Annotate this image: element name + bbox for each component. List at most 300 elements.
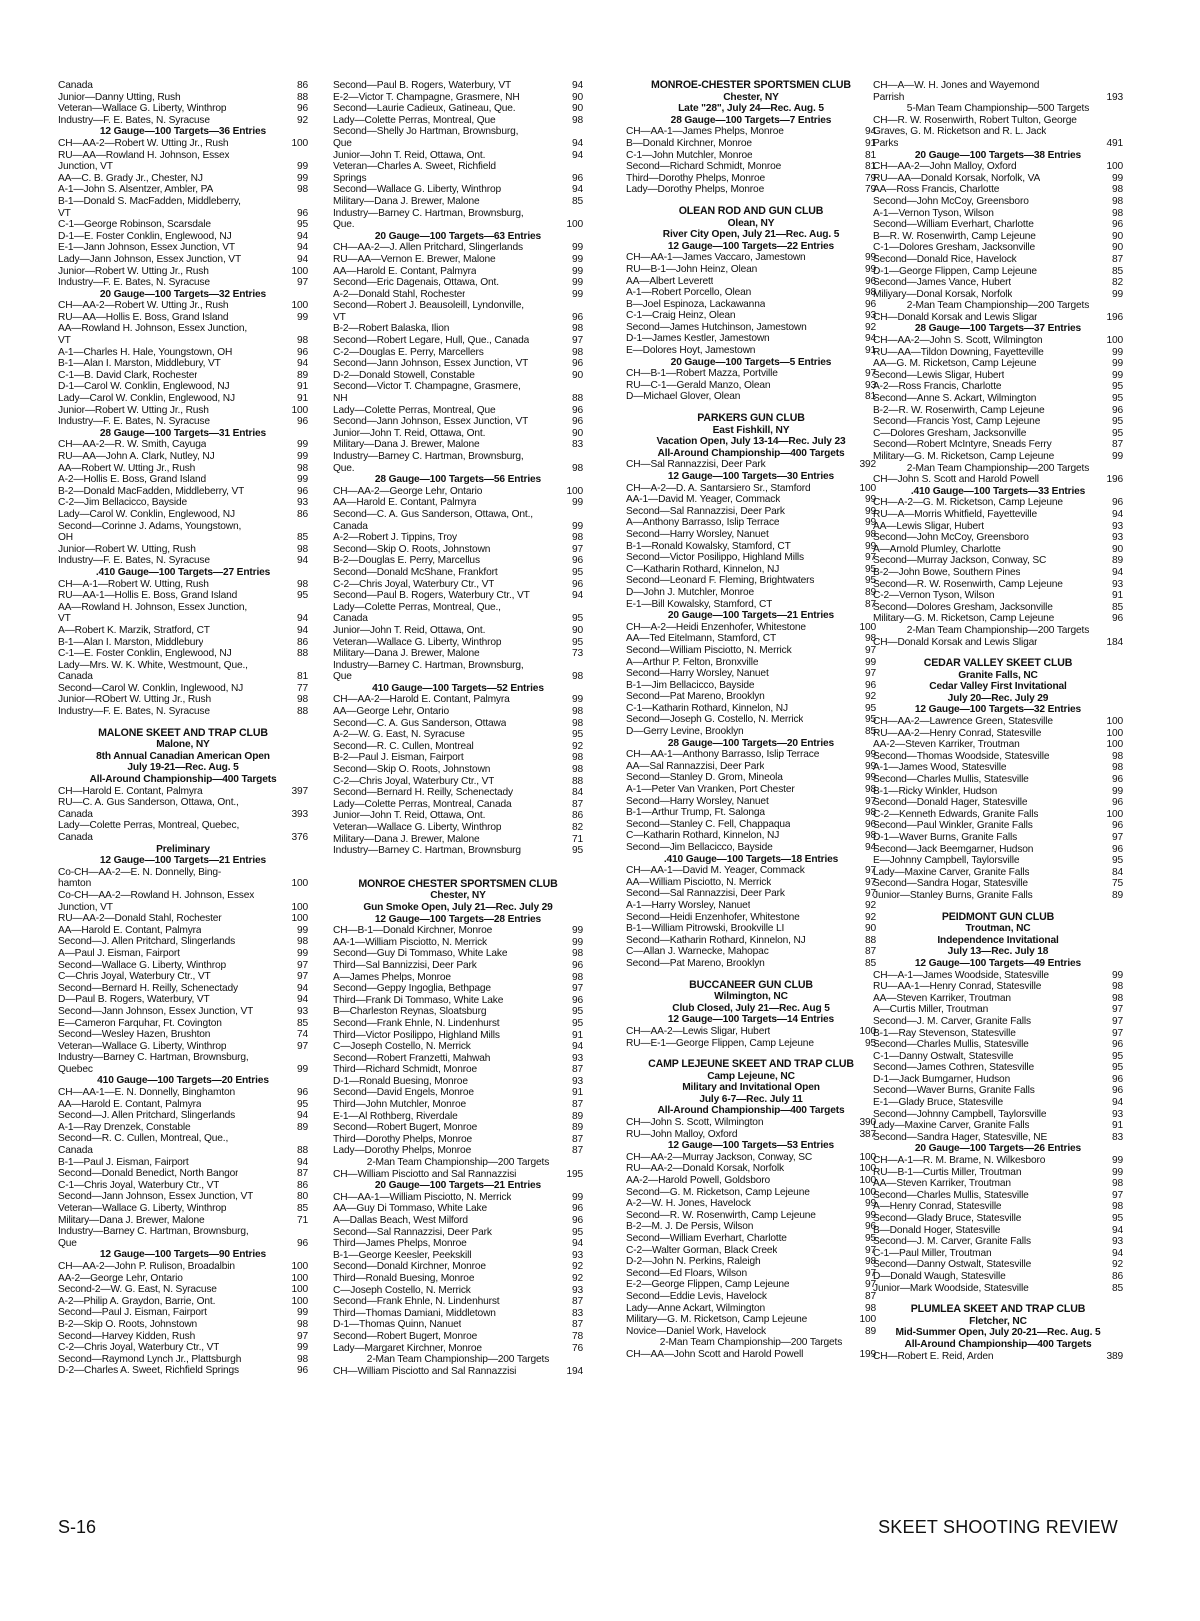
spacer: [333, 857, 583, 869]
result-score: 100: [1106, 716, 1123, 728]
result-score: 100: [291, 137, 308, 149]
result-score: 99: [571, 1191, 583, 1203]
result-row: [873, 844, 1123, 856]
result-score: 86: [1111, 1270, 1123, 1282]
result-score: 96: [864, 298, 876, 310]
result-name: B-1—Paul J. Eisman, Fairport: [58, 1156, 189, 1168]
result-name: AA—Steven Karriker, Troutman: [873, 992, 1011, 1004]
result-name: Second—Geppy Ingoglia, Bethpage: [333, 983, 491, 995]
result-row: [333, 532, 583, 544]
result-score: 98: [571, 323, 583, 335]
result-row: [626, 506, 876, 518]
result-row: [333, 960, 583, 972]
result-name: CH—AA-2—Robert W. Utting Jr., Rush: [58, 300, 229, 312]
club-location: Wilmington, NC: [714, 991, 788, 1003]
result-name: Military—G. M. Ricketson, Camp Lejeune: [626, 1314, 808, 1326]
result-name: A-1—Charles H. Hale, Youngstown, OH: [58, 346, 233, 358]
result-score: 95: [1111, 381, 1123, 393]
result-row: [873, 173, 1123, 185]
result-row: [58, 971, 308, 983]
result-score: 96: [1111, 774, 1123, 786]
column-2: [333, 80, 583, 1377]
result-row: [333, 764, 583, 776]
result-row: [58, 1018, 308, 1030]
result-score: 100: [291, 1295, 308, 1307]
result-score: 81: [864, 391, 876, 403]
result-name: D-2—Donald Stowell, Constable: [333, 369, 475, 381]
result-row: [626, 1038, 876, 1050]
result-row: [626, 299, 876, 311]
result-name: Second—Paul Winkler, Granite Falls: [873, 820, 1033, 832]
result-name: Junction, VT: [58, 901, 113, 913]
result-row: [333, 242, 583, 254]
result-score: 98: [864, 528, 876, 540]
result-row: [58, 797, 308, 809]
result-name: Second—Murray Jackson, Conway, SC: [873, 555, 1047, 567]
result-row: [333, 1366, 583, 1378]
result-row: [333, 161, 583, 173]
result-score: 93: [296, 1005, 308, 1017]
result-name: Second—Donald Kirchner, Monroe: [333, 1261, 486, 1273]
result-score: 90: [1111, 242, 1123, 254]
result-score: 87: [571, 1133, 583, 1145]
result-name: B—Joel Espinoza, Lackawanna: [626, 298, 766, 310]
result-name: CH—AA-2—John P. Rulison, Broadalbin: [58, 1260, 235, 1272]
result-row: [58, 786, 308, 798]
result-score: 99: [296, 1342, 308, 1354]
result-name: B—Donald Kirchner, Monroe: [626, 137, 752, 149]
result-score: 90: [1111, 230, 1123, 242]
result-score: 95: [296, 219, 308, 231]
result-score: 397: [291, 785, 308, 797]
result-name: C—Allan J. Warnecke, Mahopac: [626, 946, 769, 958]
result-row: [333, 983, 583, 995]
result-score: 95: [864, 563, 876, 575]
result-name: A—James Phelps, Monroe: [333, 971, 451, 983]
result-row: [58, 809, 308, 821]
result-name: C-1—Craig Heinz, Olean: [626, 310, 736, 322]
result-score: 82: [1111, 277, 1123, 289]
result-score: 94: [571, 149, 583, 161]
result-row: [873, 1074, 1123, 1086]
result-name: B-2—Douglas E. Perry, Marcellus: [333, 555, 480, 567]
result-score: 193: [1106, 91, 1123, 103]
result-score: 97: [864, 876, 876, 888]
result-name: A-2—Robert J. Tippins, Troy: [333, 532, 457, 544]
result-name: Industry—F. E. Bates, N. Syracuse: [58, 706, 210, 718]
result-name: Second—Eric Dagenais, Ottawa, Ont.: [333, 277, 499, 289]
result-name: A-2—W. H. Jones, Havelock: [626, 1198, 751, 1210]
result-row: [333, 741, 583, 753]
result-row: [333, 358, 583, 370]
result-score: 87: [1111, 439, 1123, 451]
result-name: Second—R. W. Rosenwirth, Camp Lejeune: [873, 578, 1063, 590]
result-row: [333, 312, 583, 324]
result-name: B-1—William Pitrowski, Brookville LI: [626, 923, 785, 935]
result-score: 90: [571, 103, 583, 115]
result-row: [626, 541, 876, 553]
result-name: Third—James Phelps, Monroe: [333, 1238, 467, 1250]
club-location: Malone, NY: [156, 739, 210, 751]
event-subheading: All-Around Championship—400 Targets: [657, 1105, 845, 1117]
result-name: Second—Jann Johnson, Essex Junction, VT: [58, 1191, 254, 1203]
result-name: Second—Robert J. Beausoleill, Lyndonville,: [333, 300, 524, 312]
event-subheading: July 13—Rec. July 18: [947, 946, 1049, 958]
event-subheading: 20 Gauge—100 Targets—5 Entries: [670, 356, 832, 368]
result-row: [333, 625, 583, 637]
result-row: [333, 1273, 583, 1285]
club-name: CEDAR VALLEY SKEET CLUB: [923, 657, 1073, 670]
result-row: [58, 219, 308, 231]
result-score: 96: [1111, 1085, 1123, 1097]
result-name: Co-CH—AA-2—Rowland H. Johnson, Essex: [58, 889, 255, 901]
result-name: AA-2—Harold Powell, Goldsboro: [626, 1175, 771, 1187]
result-score: [304, 521, 308, 533]
event-subheading: All-Around Championship—400 Targets: [89, 774, 277, 786]
result-name: CH—Robert E. Reid, Arden: [873, 1350, 994, 1362]
result-row: [58, 254, 308, 266]
event-subheading: Preliminary: [156, 843, 210, 855]
result-row: [333, 1261, 583, 1273]
event-subheading: 12 Gauge—100 Targets—30 Entries: [667, 471, 835, 482]
result-score: 87: [864, 1290, 876, 1302]
result-score: 89: [864, 586, 876, 598]
result-row: [333, 1099, 583, 1111]
result-name: Second—Jann Johnson, Essex Junction, VT: [58, 1005, 254, 1017]
result-row: [58, 474, 308, 486]
result-score: 91: [296, 381, 308, 393]
result-score: 94: [864, 333, 876, 345]
result-name: Third—Dorothy Phelps, Monroe: [626, 172, 766, 184]
result-score: 95: [864, 1233, 876, 1244]
team-event-heading: 2-Man Team Championship—200 Targets: [906, 624, 1090, 636]
result-score: 95: [571, 1226, 583, 1238]
result-row: [873, 1120, 1123, 1132]
result-row: [626, 517, 876, 529]
event-subheading: Vacation Open, July 13-14—Rec. July 23: [656, 436, 846, 448]
result-row: [333, 381, 583, 393]
result-row: [626, 761, 876, 773]
result-score: [304, 1052, 308, 1064]
result-name: Canada: [58, 832, 93, 843]
result-row: [873, 405, 1123, 417]
result-name: Lady—Maxine Carver, Granite Falls: [873, 1120, 1030, 1132]
result-score: 99: [1111, 785, 1123, 797]
result-name: B—Donald Hoger, Statesville: [873, 1224, 1001, 1236]
result-score: 98: [864, 784, 876, 796]
result-name: Second—Francis Yost, Camp Lejeune: [873, 416, 1041, 428]
result-row: [873, 797, 1123, 809]
result-row: [58, 196, 308, 208]
result-name: B-1—Ricky Winkler, Hudson: [873, 785, 998, 797]
result-name: RU—E-1—George Flippen, Camp Lejeune: [626, 1037, 814, 1049]
result-score: 88: [296, 1145, 308, 1157]
result-score: 97: [864, 795, 876, 807]
result-row: [873, 1085, 1123, 1097]
result-score: 96: [1111, 1073, 1123, 1085]
event-subheading: Cedar Valley First Invitational: [929, 681, 1067, 693]
result-name: E-1—Jann Johnson, Essex Junction, VT: [58, 242, 235, 254]
result-score: 87: [571, 1296, 583, 1308]
result-score: 90: [571, 427, 583, 439]
result-score: 99: [296, 439, 308, 451]
result-row: [873, 739, 1123, 751]
result-score: 92: [864, 911, 876, 923]
event-subheading: .410 Gauge—100 Targets—33 Entries: [910, 485, 1086, 497]
result-name: D-2—Charles A. Sweet, Richfield Springs: [58, 1365, 239, 1377]
club-heading: [873, 912, 1123, 935]
result-score: 77: [296, 682, 308, 694]
result-name: B—R. W. Rosenwirth, Camp Lejeune: [873, 230, 1036, 242]
club-heading: [626, 206, 876, 229]
result-score: 97: [864, 1279, 876, 1291]
result-name: A—Paul J. Eisman, Fairport: [58, 947, 180, 959]
result-name: CH—AA-1—E. N. Donnelly, Binghamton: [58, 1087, 236, 1099]
result-score: 95: [571, 1017, 583, 1029]
result-score: 99: [864, 760, 876, 772]
result-score: 99: [296, 947, 308, 959]
result-name: Second—Wallace G. Liberty, Winthrop: [333, 184, 502, 196]
result-name: CH—AA-1—David M. Yeager, Commack: [626, 865, 805, 877]
result-name: Junior—RObert W. Utting Jr., Rush: [58, 694, 212, 706]
result-name: Lady—Colette Perras, Montreal, Que: [333, 114, 496, 126]
event-subheading: 12 Gauge—100 Targets—22 Entries: [667, 240, 835, 252]
result-row: [873, 774, 1123, 786]
result-name: Second—William Everhart, Charlotte: [873, 219, 1034, 231]
result-row: [873, 312, 1123, 324]
result-score: 100: [859, 1314, 876, 1326]
result-row: [626, 784, 876, 796]
result-name: Parrish: [873, 91, 905, 103]
result-name: Second—C. A. Gus Sanderson, Ottawa, Ont.,: [333, 508, 533, 520]
result-score: 96: [571, 172, 583, 184]
result-score: 95: [296, 590, 308, 602]
result-name: AA—George Lehr, Ontario: [333, 706, 450, 718]
result-row: [58, 902, 308, 914]
result-score: 100: [291, 404, 308, 416]
result-row: [873, 579, 1123, 591]
result-score: [304, 660, 308, 672]
result-row: [58, 706, 308, 718]
result-name: Second—Victor T. Champagne, Grasmere,: [333, 381, 521, 393]
result-name: A-2—W. G. East, N. Syracuse: [333, 729, 465, 741]
result-row: [58, 1226, 308, 1238]
club-location: Fletcher, NC: [969, 1315, 1027, 1327]
result-row: [333, 335, 583, 347]
result-score: 100: [1106, 727, 1123, 739]
result-score: 99: [571, 253, 583, 265]
event-subheading: 12 Gauge—100 Targets—90 Entries: [99, 1249, 267, 1261]
result-name: D-2—John N. Perkins, Raleigh: [626, 1256, 761, 1268]
result-name: Second—Charles Mullis, Statesville: [873, 1189, 1029, 1201]
club-heading: [58, 728, 308, 751]
result-name: D—Gerry Levine, Brooklyn: [626, 726, 744, 738]
result-row: [873, 1062, 1123, 1074]
result-name: Second—Donald McShane, Frankfort: [333, 566, 498, 578]
result-score: 99: [296, 161, 308, 173]
result-name: AA-1—William Pisciotto, N. Merrick: [333, 936, 487, 948]
result-score: 88: [296, 648, 308, 660]
result-row: [58, 648, 308, 660]
result-row: [58, 335, 308, 347]
result-row: [333, 822, 583, 834]
result-score: 93: [571, 1249, 583, 1261]
result-score: 96: [864, 1221, 876, 1233]
event-subheading: 12 Gauge—100 Targets—36 Entries: [99, 126, 267, 138]
result-score: 96: [296, 346, 308, 358]
club-name: PARKERS GUN CLUB: [697, 412, 805, 425]
result-name: Second—Paul B. Rogers, Waterbury, VT: [333, 80, 512, 91]
result-name: B-1—George Keesler, Peekskill: [333, 1249, 472, 1261]
result-score: 99: [296, 311, 308, 323]
result-row: [626, 380, 876, 392]
result-score: 98: [571, 532, 583, 544]
result-score: 98: [571, 114, 583, 126]
result-row: [333, 428, 583, 440]
result-score: 98: [296, 1353, 308, 1365]
result-row: [873, 428, 1123, 440]
result-row: [333, 497, 583, 509]
result-name: C—Katharin Rothard, Kinnelon, NJ: [626, 563, 780, 575]
result-row: [873, 1351, 1123, 1363]
result-row: [873, 196, 1123, 208]
result-score: 96: [1111, 404, 1123, 416]
result-name: AA—C. B. Grady Jr., Chester, NJ: [58, 172, 203, 184]
result-score: 99: [864, 517, 876, 529]
result-name: Second—C. A. Gus Sanderson, Ottawa: [333, 717, 507, 729]
result-score: 99: [296, 1307, 308, 1319]
result-name: AA—Ted Eitelmann, Stamford, CT: [626, 633, 777, 645]
result-score: 92: [1111, 1259, 1123, 1271]
result-score: 95: [1111, 1213, 1123, 1224]
result-score: 90: [571, 624, 583, 636]
result-row: [626, 935, 876, 947]
result-score: 99: [571, 520, 583, 532]
result-name: CH—AA-2—John Malloy, Oxford: [873, 161, 1017, 173]
result-row: [333, 208, 583, 220]
result-score: 85: [296, 1017, 308, 1029]
result-name: Second—Pat Mareno, Brooklyn: [626, 957, 765, 969]
result-name: Lady—Colette Perras, Montreal, Quebec,: [58, 820, 240, 832]
event-subheading: All-Around Championship—400 Targets: [904, 1338, 1092, 1350]
result-score: 88: [571, 775, 583, 787]
result-row: [333, 729, 583, 741]
result-row: [333, 347, 583, 359]
result-row: [333, 1053, 583, 1065]
result-row: [873, 855, 1123, 867]
result-score: 93: [1111, 578, 1123, 590]
result-score: 84: [571, 787, 583, 799]
result-score: 100: [291, 913, 308, 925]
event-subheading: 20 Gauge—100 Targets—63 Entries: [374, 230, 542, 242]
result-row: [873, 993, 1123, 1005]
result-row: [873, 809, 1123, 821]
result-row: [626, 946, 876, 958]
result-score: 98: [296, 335, 308, 347]
result-score: 96: [1111, 843, 1123, 855]
result-row: [626, 345, 876, 357]
result-name: CH—AA-1—James Phelps, Monroe: [626, 126, 784, 138]
result-score: 89: [296, 1121, 308, 1133]
result-name: C-1—Danny Ostwalt, Statesville: [873, 1050, 1014, 1062]
result-score: 194: [566, 1365, 583, 1377]
result-name: CH—AA-2—John S. Scott, Wilmington: [873, 335, 1043, 347]
result-score: 99: [1111, 346, 1123, 358]
result-score: 392: [859, 459, 876, 471]
result-row: [58, 983, 308, 995]
result-name: A-1—Ray Drenzek, Constable: [58, 1121, 191, 1133]
result-score: 94: [296, 613, 308, 625]
result-name: Second—Sal Rannazzisi, Deer Park: [626, 888, 785, 900]
result-name: CH—R. W. Rosenwirth, Robert Tulton, George: [873, 114, 1077, 126]
result-score: 94: [296, 555, 308, 567]
result-row: [626, 575, 876, 587]
result-name: A-1—Vernon Tyson, Wilson: [873, 207, 994, 219]
result-score: 98: [1111, 1201, 1123, 1213]
result-row: [333, 810, 583, 822]
result-row: [58, 1110, 308, 1122]
result-score: 94: [296, 982, 308, 994]
result-score: 93: [571, 1284, 583, 1296]
result-row: [58, 1064, 308, 1076]
result-score: 97: [571, 543, 583, 555]
result-name: Lady—Carol W. Conklin, Englewood, NJ: [58, 393, 235, 405]
result-score: 96: [571, 959, 583, 971]
result-name: AA—Harold E. Contant, Palmyra: [333, 497, 477, 509]
club-location: Olean, NY: [727, 217, 775, 229]
result-name: RU—A—Morris Whitfield, Fayetteville: [873, 508, 1038, 520]
result-score: 100: [291, 1272, 308, 1284]
result-score: 98: [1111, 195, 1123, 207]
result-row: [333, 1319, 583, 1331]
result-name: B-2—Donald MacFadden, Middleberry, VT: [58, 485, 245, 497]
result-row: [58, 277, 308, 289]
result-name: Second—Robert McIntyre, Sneads Ferry: [873, 439, 1052, 451]
result-row: [58, 590, 308, 602]
result-row: [333, 266, 583, 278]
event-subheading: 12 Gauge—100 Targets—28 Entries: [374, 913, 542, 925]
result-row: [333, 544, 583, 556]
result-row: [333, 1203, 583, 1215]
club-location: Troutman, NC: [965, 923, 1031, 935]
result-score: 71: [571, 833, 583, 845]
result-score: 85: [296, 1203, 308, 1214]
result-row: [333, 787, 583, 799]
result-name: Lady—Jann Johnson, Essex Junction, VT: [58, 253, 242, 265]
result-row: [873, 555, 1123, 567]
result-name: Second-2—W. G. East, N. Syracuse: [58, 1284, 217, 1296]
result-score: 94: [571, 1238, 583, 1250]
result-row: [873, 126, 1123, 138]
result-row: [58, 625, 308, 637]
result-name: A-1—Harry Worsley, Nanuet: [626, 899, 751, 911]
result-name: AA—Harold E. Contant, Palmyra: [58, 1098, 202, 1110]
result-row: [873, 381, 1123, 393]
result-name: AA—Lewis Sligar, Hubert: [873, 520, 984, 532]
result-name: RU—AA-2—Donald Korsak, Norfolk: [626, 1163, 784, 1175]
result-row: [626, 1210, 876, 1222]
result-row: [58, 1180, 308, 1192]
result-row: [58, 1296, 308, 1308]
result-row: [873, 509, 1123, 521]
result-score: 96: [296, 1237, 308, 1249]
result-row: [58, 1087, 308, 1099]
result-row: [626, 322, 876, 334]
result-row: [333, 1296, 583, 1308]
result-score: 87: [571, 798, 583, 810]
result-score: 94: [296, 624, 308, 636]
result-row: [58, 948, 308, 960]
